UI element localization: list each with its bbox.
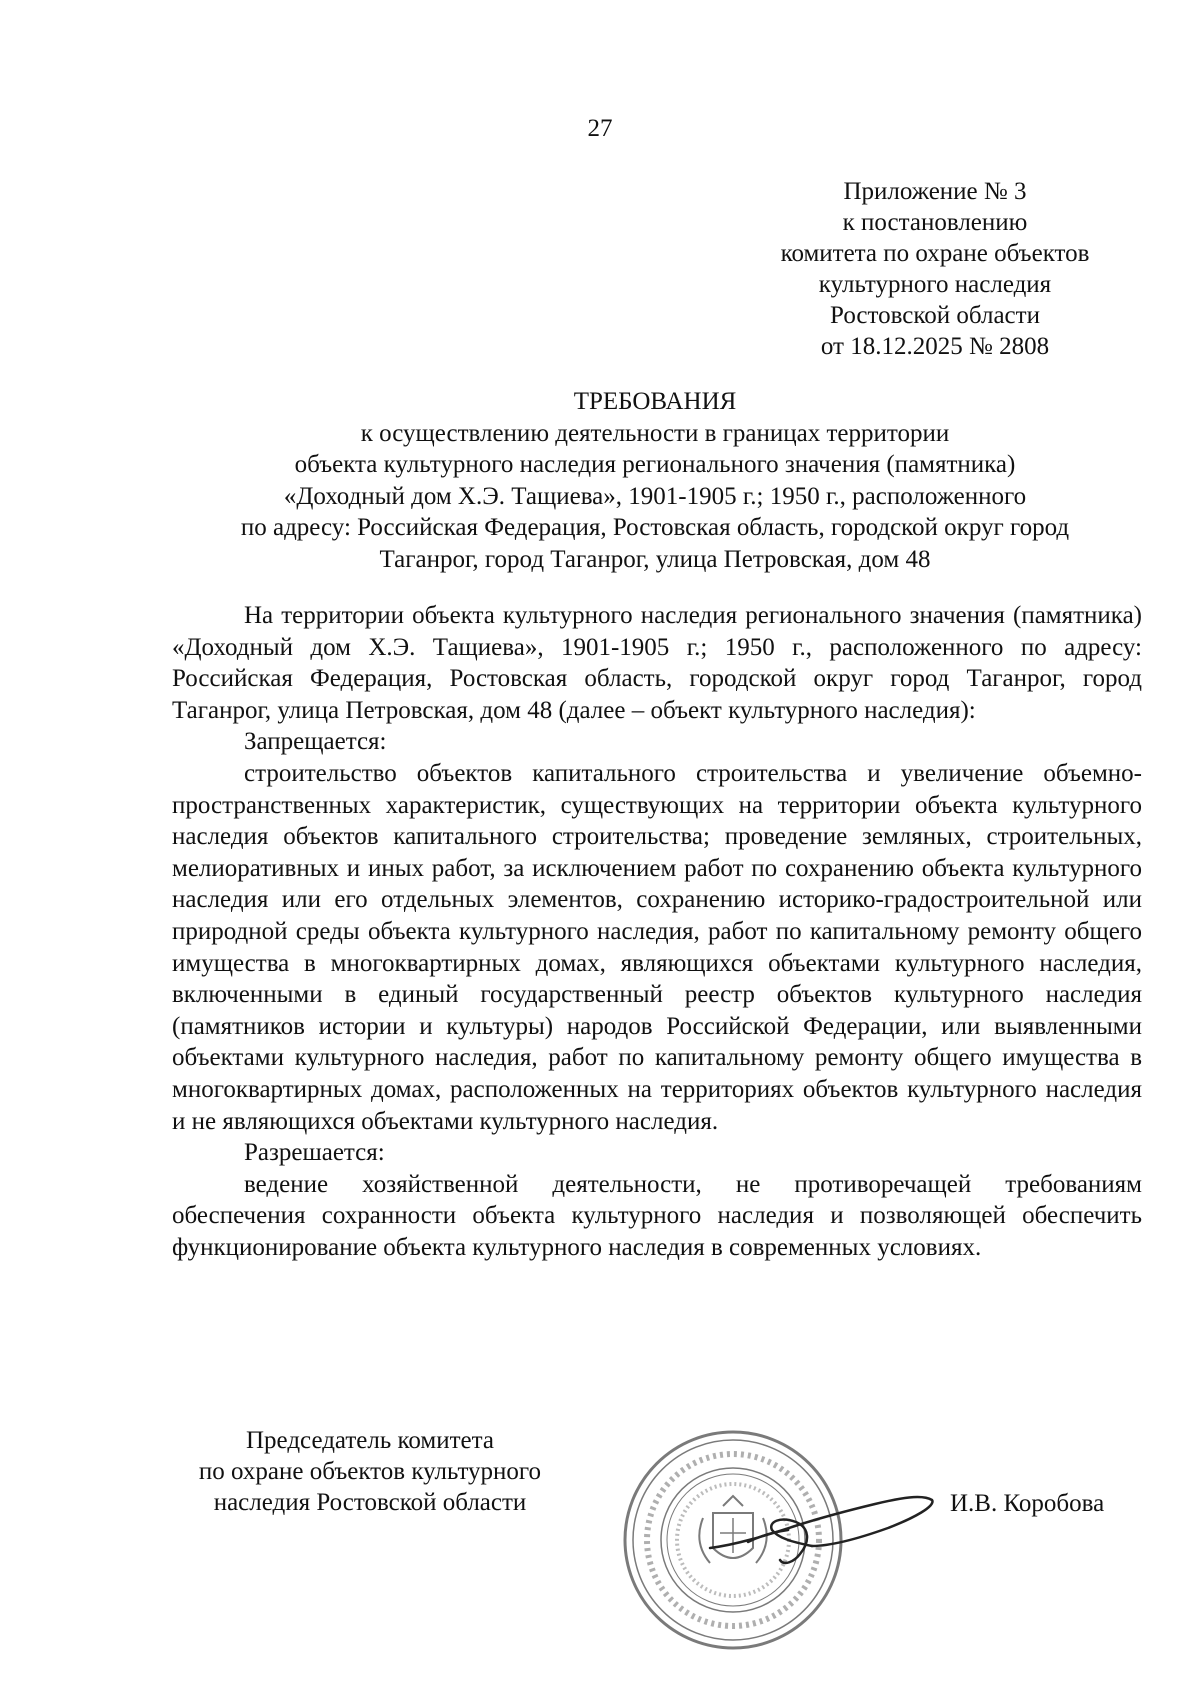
allowed-heading: Разрешается: (244, 1139, 385, 1167)
appendix-block (680, 176, 1190, 362)
appendix-line: Ростовской области (830, 302, 1040, 329)
prohibited-paragraph: строительство объектов капитального строительства и увеличение объемно-пространственных характеристик, существующих на территории объекта культурного наследия объектов капитального строительства; проведение земляных, строительных, мелиоративных и иных работ, за исключением работ по сохранению объекта культурного наследия или его отдельных элементов, сохранению историко-градостроительной или природной среды объекта культурного наследия, работ по капитальному ремонту общего имущества в многоквартирных домах, являющихся объектами культурного наследия, включенными в единый государственный реестр объектов культурного наследия (памятников истории и культуры) народов Российской Федерации, или выявленными объектами культурного наследия, работ по капитальному ремонту общего имущества в многоквартирных домах, расположенных на территориях объектов культурного наследия и не являющихся объектами культурного наследия. (172, 759, 1142, 1135)
title-line: по адресу: Российская Федерация, Ростовская область, городской округ город (240, 514, 1070, 542)
appendix-line: культурного наследия (818, 271, 1052, 298)
signatory-position-line: Председатель комитета (246, 1427, 494, 1454)
prohibited-heading: Запрещается: (244, 728, 387, 756)
document-body (172, 600, 1142, 1263)
handwritten-signature-icon (700, 1470, 940, 1580)
title-line: «Доходный дом Х.Э. Тащиева», 1901-1905 г.; 1950 г., расположенного (283, 482, 1027, 510)
signatory-position (150, 1425, 590, 1518)
appendix-line: к постановлению (842, 209, 1028, 236)
appendix-line: комитета по охране объектов (780, 240, 1090, 267)
appendix-line: Приложение № 3 (843, 178, 1027, 205)
title-line: объекта культурного наследия регионального значения (памятника) (294, 451, 1016, 479)
signatory-name: И.В. Коробова (950, 1490, 1105, 1517)
signatory-position-line: наследия Ростовской области (213, 1489, 527, 1516)
allowed-paragraph: ведение хозяйственной деятельности, не противоречащей требованиям обеспечения сохранности объекта культурного наследия и позволяющей обеспечить функционирование объекта культурного наследия в современных условиях. (172, 1170, 1142, 1261)
page-number: 27 (587, 115, 613, 142)
intro-paragraph: На территории объекта культурного наследия регионального значения (памятника) «Доходный дом Х.Э. Тащиева», 1901-1905 г.; 1950 г., расположенного по адресу: Российская Федерация, Ростовская область, городской округ город Таганрог, город Таганрог, улица Петровская, дом 48 (далее – объект культурного наследия): (172, 602, 1142, 724)
title-line: Таганрог, город Таганрог, улица Петровская, дом 48 (379, 545, 931, 573)
appendix-line: от 18.12.2025 № 2808 (820, 333, 1050, 360)
title-line: к осуществлению деятельности в границах территории (360, 419, 950, 447)
title-heading: ТРЕБОВАНИЯ (573, 388, 737, 415)
signatory-position-line: по охране объектов культурного (198, 1458, 542, 1485)
document-title (100, 386, 1200, 576)
